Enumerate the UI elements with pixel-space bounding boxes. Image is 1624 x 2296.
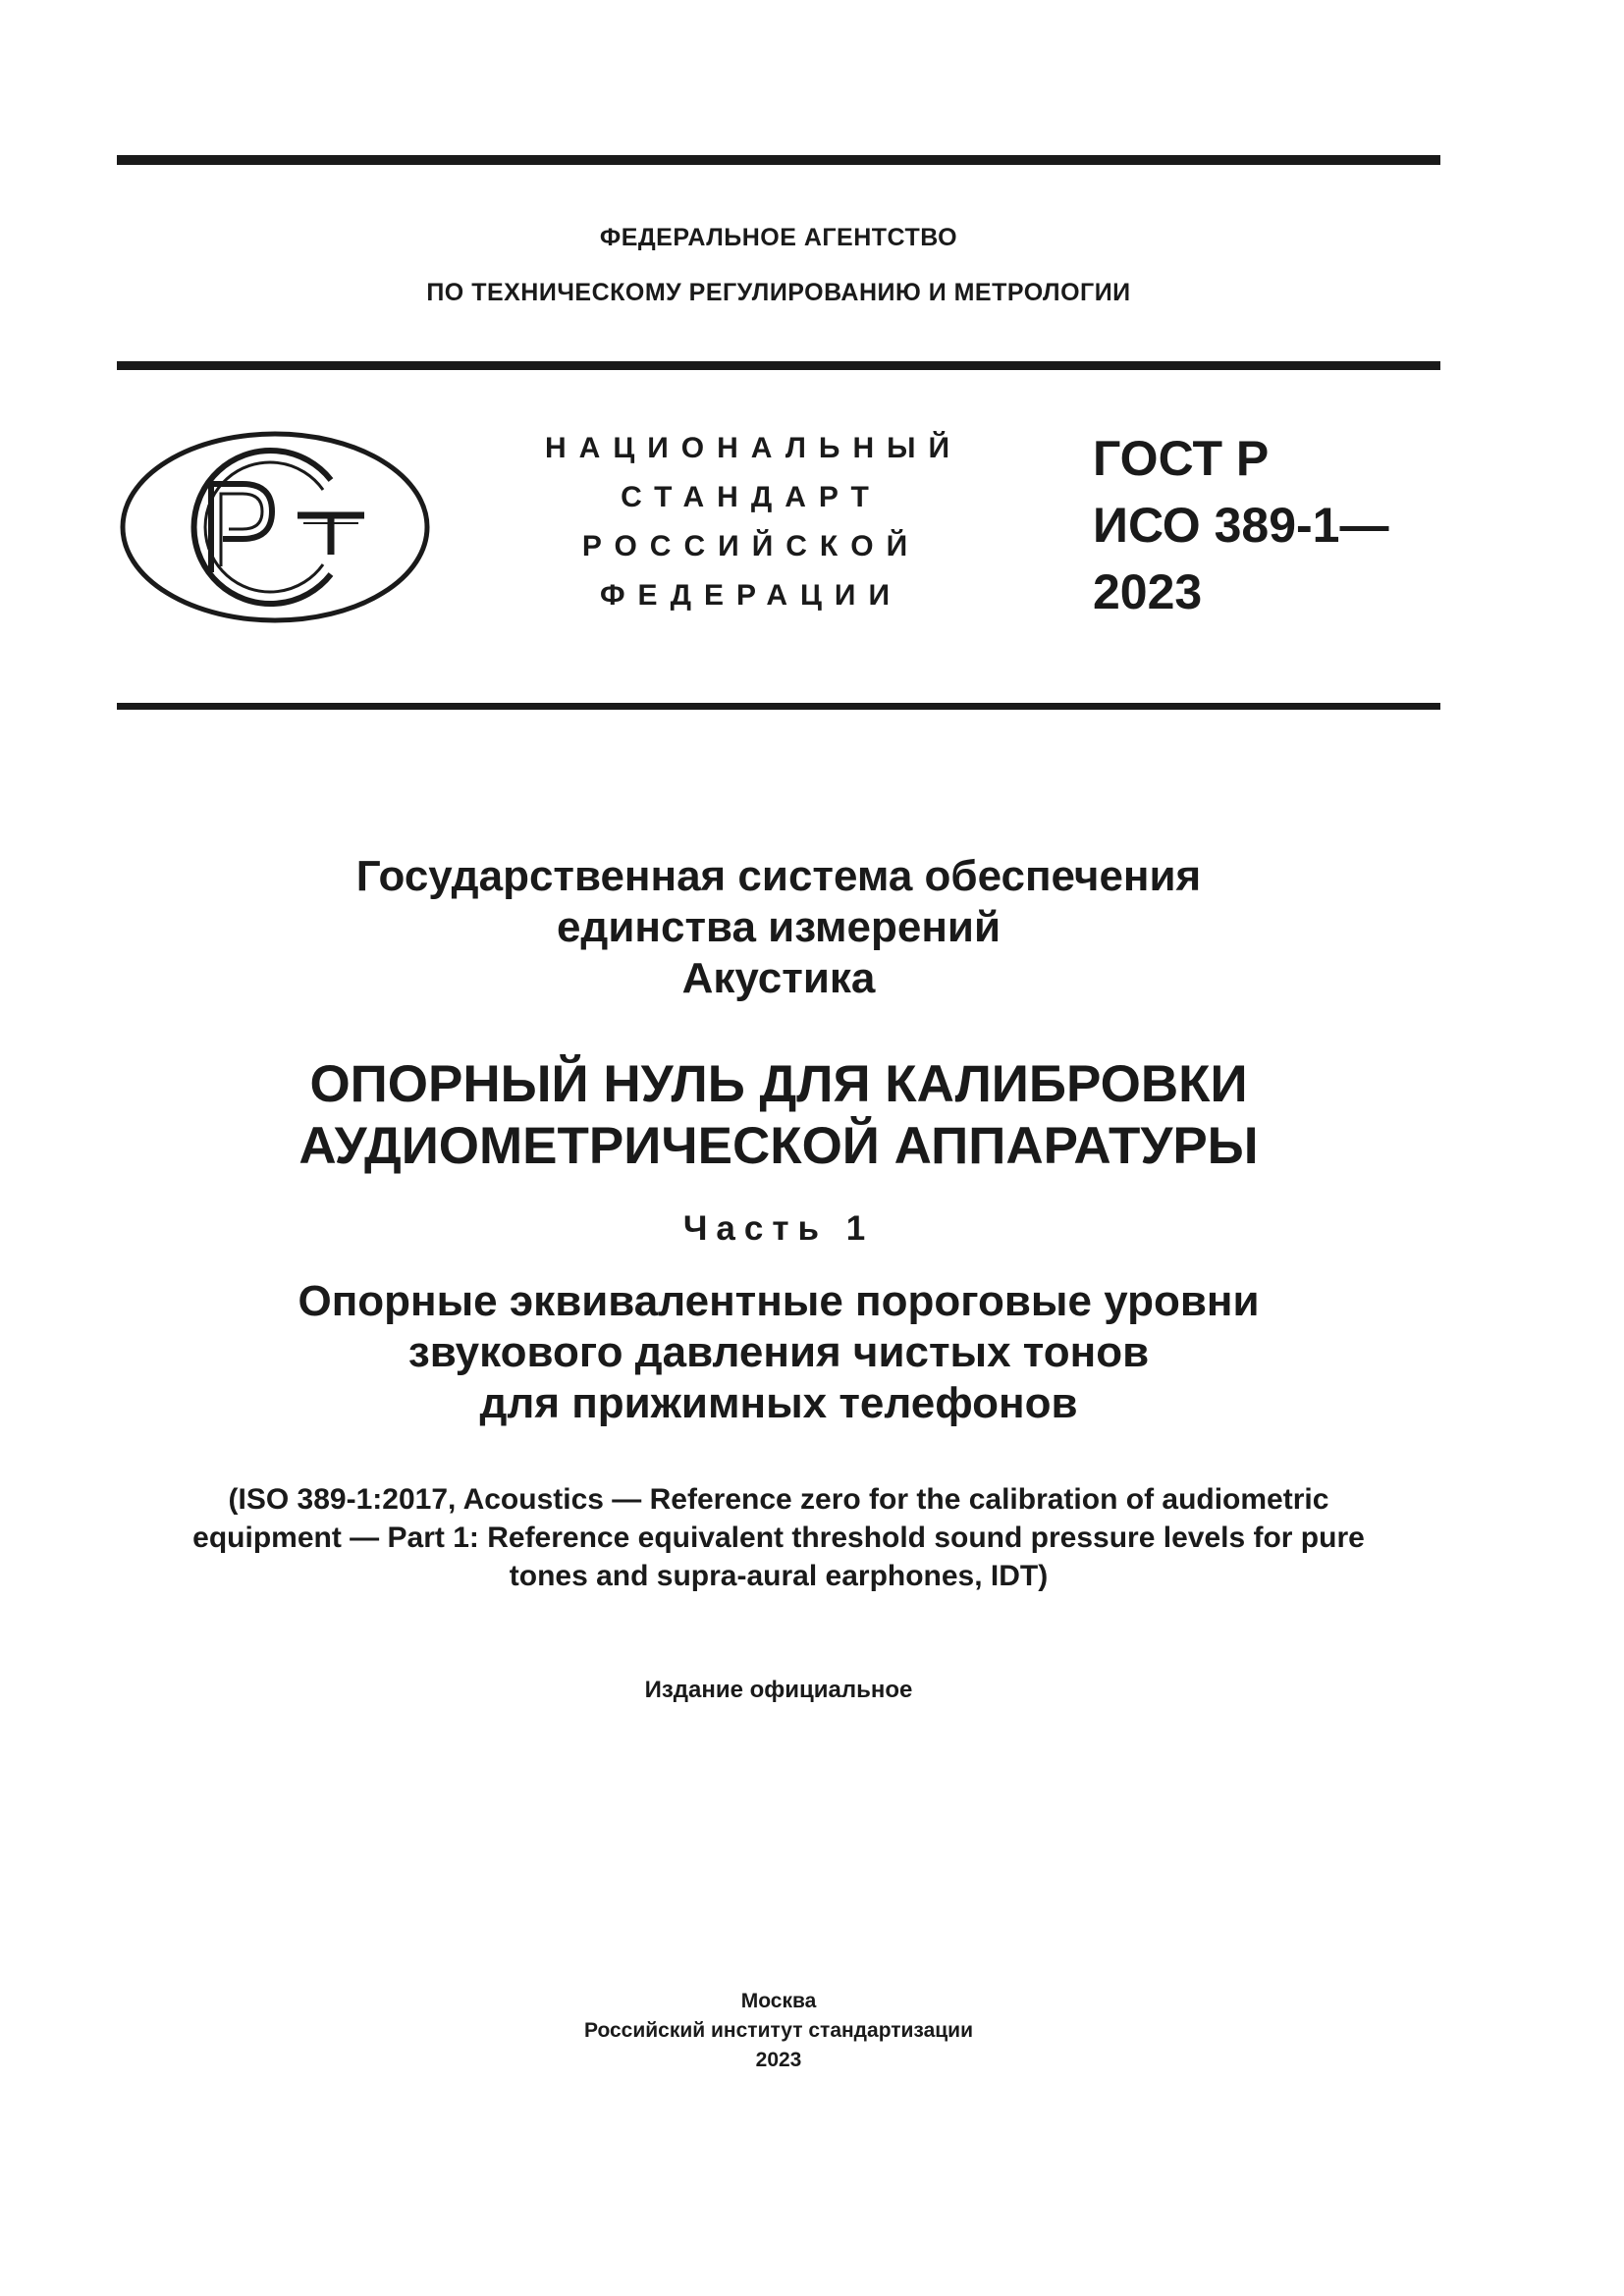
standard-designation	[1093, 425, 1388, 625]
header-rule	[117, 361, 1440, 370]
series-line-3: Акустика	[681, 954, 876, 1002]
subtitle	[117, 1276, 1440, 1429]
title-rule	[117, 703, 1440, 710]
main-title	[117, 1053, 1440, 1177]
national-standard-line-4: ФЕДЕРАЦИИ	[599, 579, 903, 612]
imprint-publisher: Российский институт стандартизации	[583, 2019, 974, 2042]
top-rule	[117, 155, 1440, 165]
subtitle-line-3: для прижимных телефонов	[479, 1379, 1078, 1427]
main-title-line-1: ОПОРНЫЙ НУЛЬ ДЛЯ КАЛИБРОВКИ	[309, 1055, 1248, 1113]
series-line-2: единства измерений	[556, 903, 1001, 951]
part-label: Часть 1	[682, 1209, 875, 1248]
subtitle-line-2: звукового давления чистых тонов	[407, 1328, 1150, 1376]
national-standard-line-2: СТАНДАРТ	[621, 481, 882, 513]
main-title-line-2: АУДИОМЕТРИЧЕСКОЙ АППАРАТУРЫ	[298, 1117, 1259, 1175]
designation-line-3: 2023	[1093, 564, 1203, 619]
edition-label: Издание официальное	[644, 1677, 913, 1703]
imprint-year: 2023	[755, 2049, 802, 2071]
designation-line-1: ГОСТ Р	[1093, 431, 1270, 486]
national-standard-line-1: НАЦИОНАЛЬНЫЙ	[545, 432, 963, 464]
iso-reference-line-3: tones and supra-aural earphones, IDT)	[509, 1560, 1049, 1592]
iso-reference	[117, 1480, 1440, 1595]
imprint-city: Москва	[740, 1990, 817, 2012]
agency-line-1: ФЕДЕРАЛЬНОЕ АГЕНТСТВО	[599, 224, 958, 251]
series-line-1: Государственная система обеспечения	[355, 852, 1202, 900]
national-standard-line-3: РОССИЙСКОЙ	[581, 530, 921, 562]
imprint	[117, 1987, 1440, 2075]
series-title	[117, 851, 1440, 1004]
subtitle-line-1: Опорные эквивалентные пороговые уровни	[298, 1277, 1260, 1325]
iso-reference-line-1: (ISO 389-1:2017, Acoustics — Reference zero for the calibration of audiometric	[228, 1483, 1329, 1516]
rst-logo-icon	[117, 429, 433, 625]
agency-line-2: ПО ТЕХНИЧЕСКОМУ РЕГУЛИРОВАНИЮ И МЕТРОЛОГИИ	[426, 279, 1131, 306]
iso-reference-line-2: equipment — Part 1: Reference equivalent threshold sound pressure levels for pure	[192, 1522, 1365, 1554]
designation-line-2: ИСО 389-1—	[1093, 498, 1389, 553]
national-standard-label	[545, 424, 963, 620]
